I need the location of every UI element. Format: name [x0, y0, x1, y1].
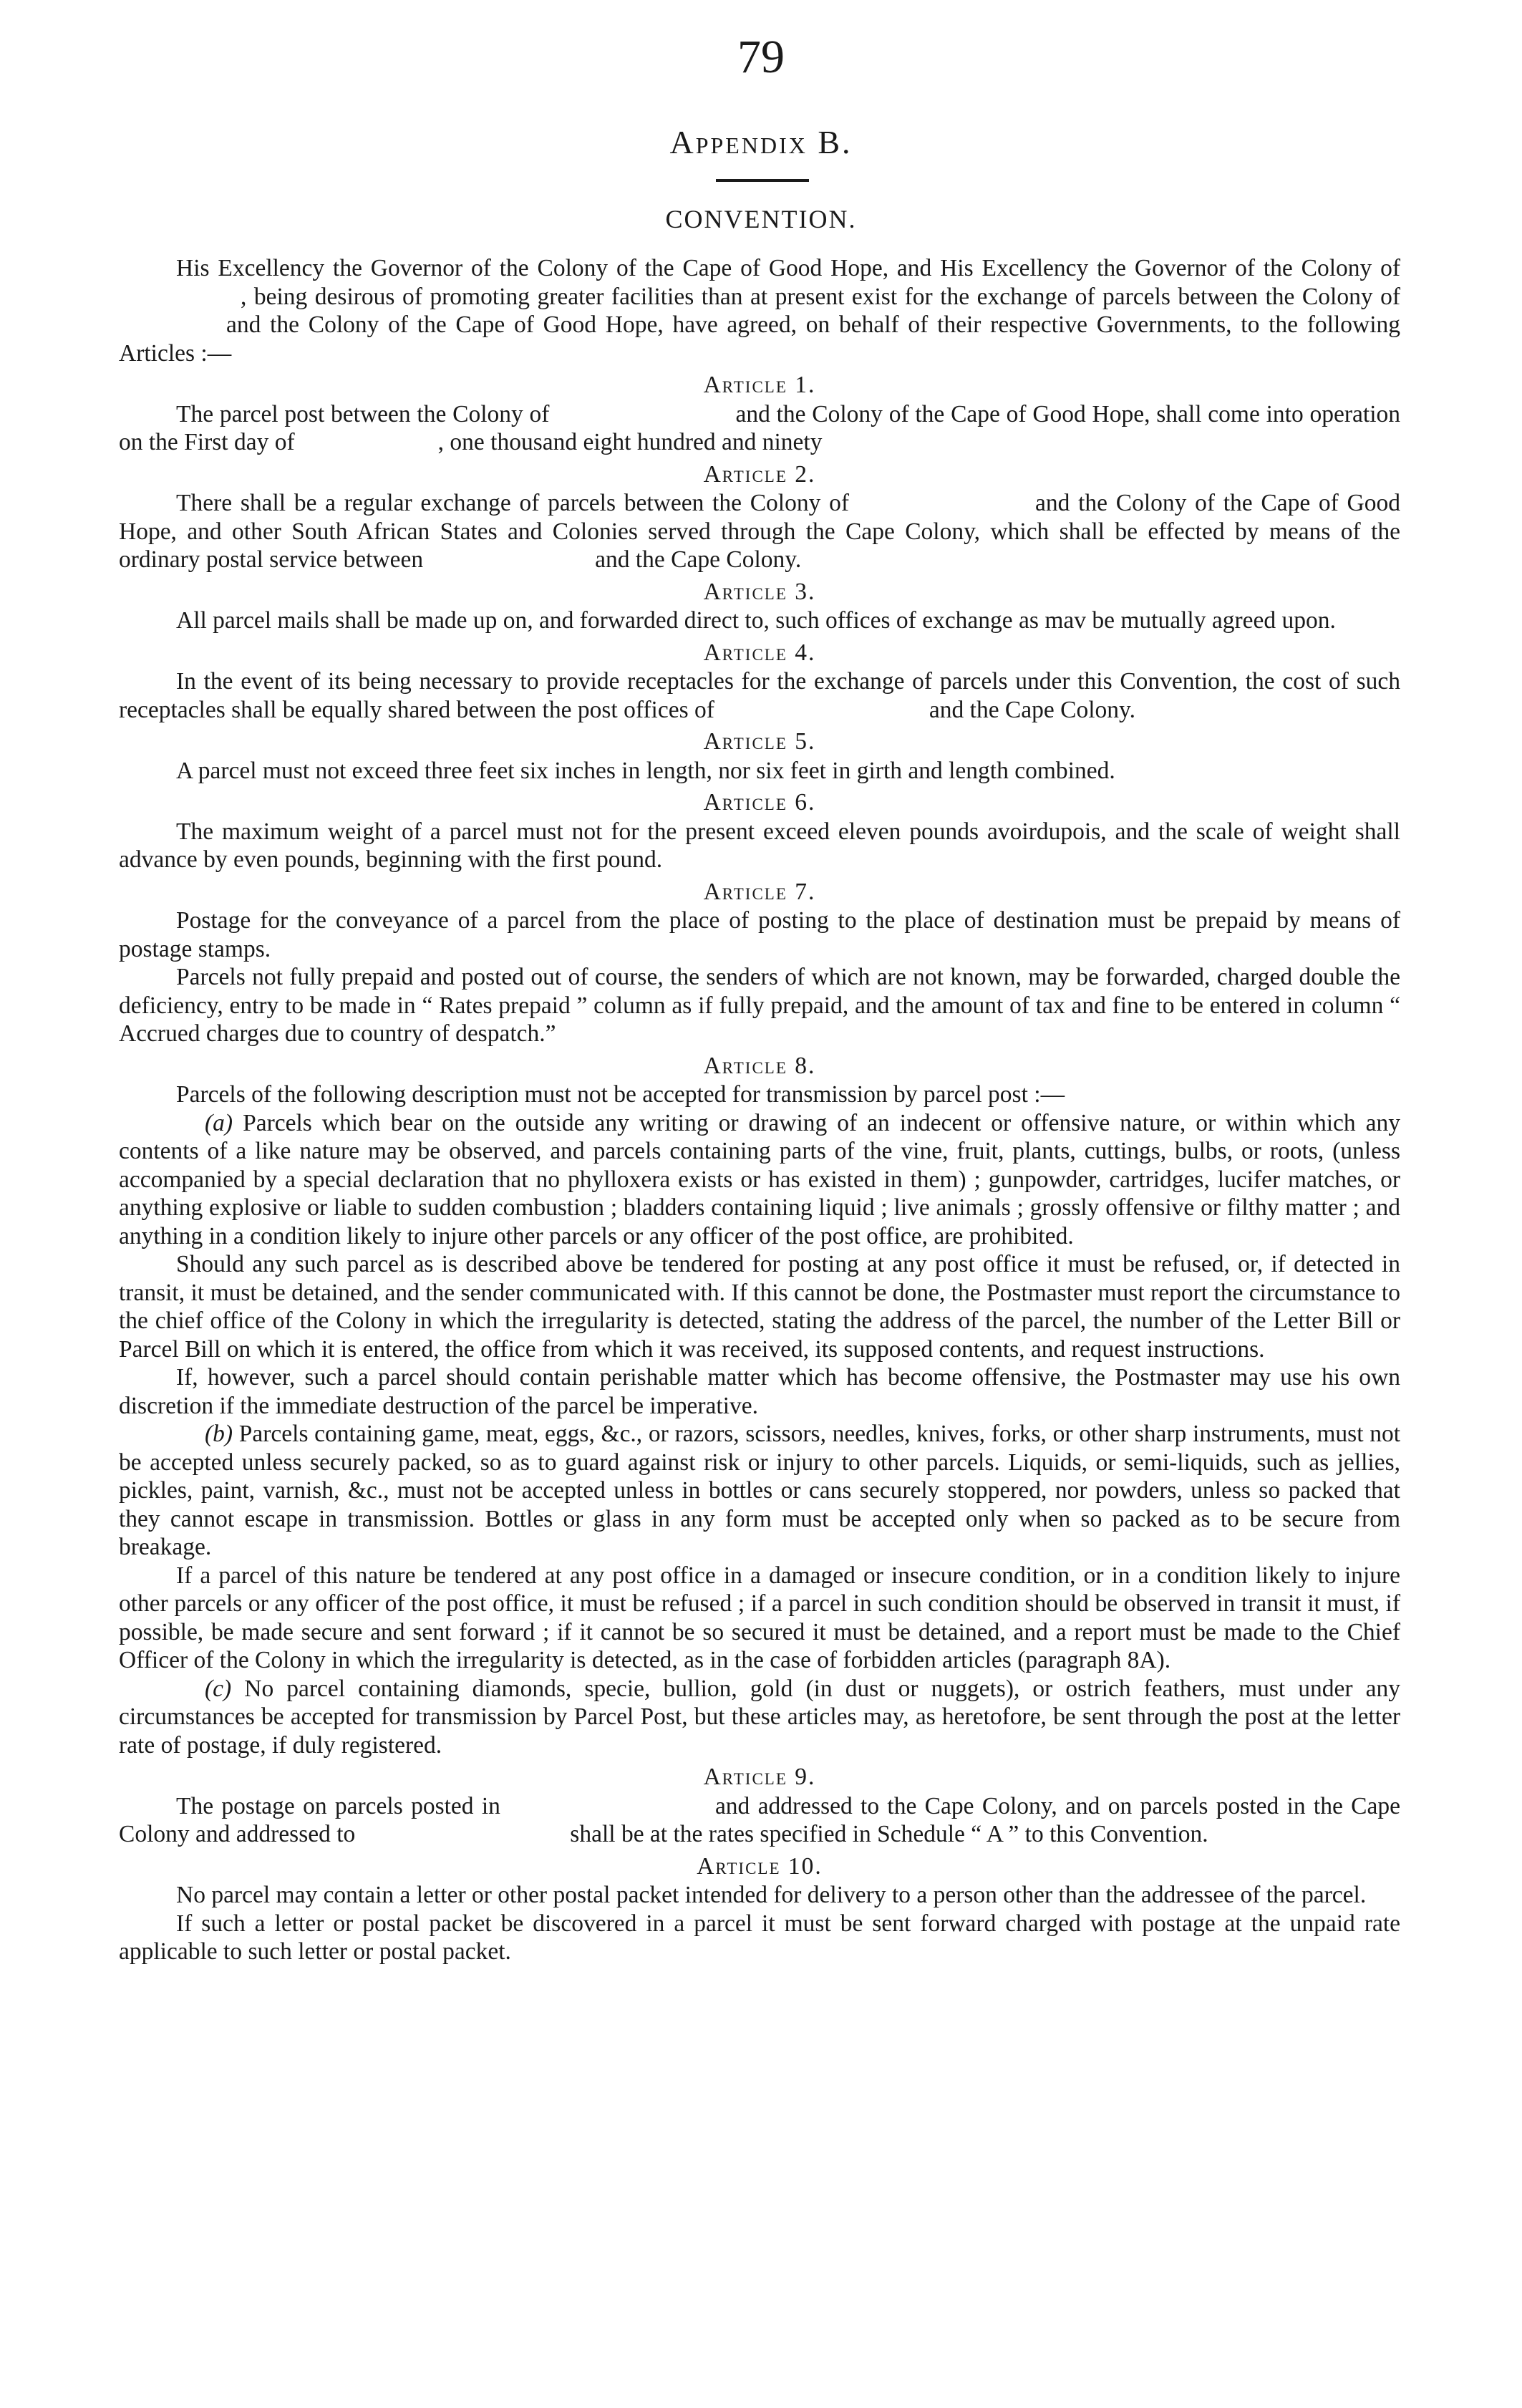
document-body	[119, 254, 1400, 1966]
article-8-clause-b: (b) Parcels containing game, meat, eggs, &c., or razors, scissors, needles, knives, forks, or other sharp instruments, must not be accepted unless securely packed, so as to guard against risk or injury to other parcels. Liquids, or semi-liquids, such as jellies, pickles, paint, varnish, &c., must not be accepted unless in bottles or cans securely stoppered, nor powders, unless so packed that they cannot escape in transmission. Bottles or glass in any form must be accepted only when so packed as to be secure from breakage.	[119, 1421, 1400, 1560]
article-4-title: Article 4.	[703, 639, 816, 666]
article-6-title: Article 6.	[703, 789, 816, 816]
article-1-title: Article 1.	[703, 372, 816, 398]
article-8-paragraph: If a parcel of this nature be tendered at any post office in a damaged or insecure condition, or in a condition likely to injure other parcels or any officer of the post office, it must be refused ; if a parcel in such condition should be observed in transit it must, if possible, be made secure and sent forward ; if it cannot be so secured it must be detained, and a report must be made to the Chief Officer of the Colony in which the irregularity is detected, as in the case of forbidden articles (paragraph 8A).	[119, 1562, 1400, 1673]
article-8-intro: Parcels of the following description must not be accepted for transmission by parcel post :—	[176, 1081, 1065, 1108]
article-2-title: Article 2.	[703, 460, 816, 488]
article-3-text: All parcel mails shall be made up on, and forwarded direct to, such offices of exchange as mav be mutually agreed upon.	[176, 607, 1336, 634]
article-8-clause-c: (c) No parcel containing diamonds, specie, bullion, gold (in dust or nuggets), or ostrich feathers, must under any circumstances be accepted for transmission by Parcel Post, but these articles may, as heretofore, be sent through the post at the letter rate of postage, if duly registered.	[119, 1675, 1401, 1759]
article-3-title: Article 3.	[703, 578, 816, 605]
article-8-paragraph: Should any such parcel as is described above be tendered for posting at any post office it must be refused, or, if detected in transit, it must be detained, and the sender communicated with. If this cannot be done, the Postmaster must report the circumstance to the chief office of the Colony in which the irregularity is detected, stating the address of the parcel, the number of the Letter Bill or Parcel Bill on which it is entered, the office from which it was received, its supposed contents, and request instructions.	[119, 1251, 1400, 1363]
article-6-text: The maximum weight of a parcel must not for the present exceed eleven pounds avoirdupois, and the scale of weight shall advance by even pounds, beginning with the first pound.	[119, 818, 1400, 873]
article-9-text: The postage on parcels posted in and addressed to the Cape Colony, and on parcels posted in the Cape Colony and addressed to shall be at the rates specified in Schedule “ A ” to this Convention.	[119, 1792, 1400, 1847]
article-5-text: A parcel must not exceed three feet six inches in length, nor six feet in girth and length combined.	[176, 757, 1115, 784]
article-10-title: Article 10.	[697, 1852, 823, 1880]
article-7-title: Article 7.	[703, 878, 816, 905]
article-7-paragraph: Parcels not fully prepaid and posted out of course, the senders of which are not known, may be forwarded, charged double the deficiency, entry to be made in “ Rates prepaid ” column as if fully prepaid, and the amount of tax and fine to be entered in column “ Accrued charges due to country of despatch.”	[119, 964, 1400, 1047]
article-7-paragraph: Postage for the conveyance of a parcel from the place of posting to the place of destination must be prepaid by means of postage stamps.	[119, 907, 1400, 962]
article-5-title: Article 5.	[703, 728, 816, 755]
article-1-text: The parcel post between the Colony of and the Colony of the Cape of Good Hope, shall come into operation on the First day of , one thousand eight hundred and ninety	[119, 400, 1400, 455]
article-10-paragraph: No parcel may contain a letter or other postal packet intended for delivery to a person other than the addressee of the parcel.	[176, 1882, 1367, 1908]
article-2-text: There shall be a regular exchange of parcels between the Colony of and the Colony of the Cape of Good Hope, and other South African States and Colonies served through the Cape Colony, which shall be effected by means of the ordinary postal service between and the Cape Colony.	[119, 490, 1400, 573]
heading-rule	[716, 179, 809, 182]
preamble: His Excellency the Governor of the Colony of the Cape of Good Hope, and His Excellency the Governor of the Colony of, being desirous of promoting greater facilities than at present exist for the exchange of parcels between the Colony ofand the Colony of the Cape of Good Hope, have agreed, on behalf of their respective Governments, to the following Articles :—	[119, 255, 1400, 367]
article-4-text: In the event of its being necessary to provide receptacles for the exchange of parcels under this Convention, the cost of such receptacles shall be equally shared between the post offices of and the Cape Colony.	[119, 668, 1400, 723]
convention-heading: CONVENTION.	[665, 205, 857, 233]
article-8-title: Article 8.	[703, 1052, 816, 1079]
article-8-clause-a: (a) Parcels which bear on the outside any writing or drawing of an indecent or offensive nature, or within which any contents of a like nature may be observed, and parcels containing parts of the vine, fruit, plants, cuttings, bulbs, or roots, (unless accompanied by a special declaration that no phylloxera exists or has existed in them) ; gunpowder, cartridges, lucifer matches, or anything explosive or liable to sudden combustion ; bladders containing liquid ; live animals ; grossly offensive or filthy matter ; and anything in a condition likely to injure other parcels or any officer of the post office, are prohibited.	[119, 1109, 1400, 1249]
article-10-paragraph: If such a letter or postal packet be discovered in a parcel it must be sent forward charged with postage at the unpaid rate applicable to such letter or postal packet.	[119, 1910, 1400, 1965]
appendix-heading: Appendix B.	[669, 124, 853, 160]
page-number: 79	[737, 31, 785, 83]
article-8-paragraph: If, however, such a parcel should contain perishable matter which has become offensive, the Postmaster may use his own discretion if the immediate destruction of the parcel be imperative.	[119, 1364, 1400, 1419]
article-9-title: Article 9.	[703, 1764, 816, 1790]
